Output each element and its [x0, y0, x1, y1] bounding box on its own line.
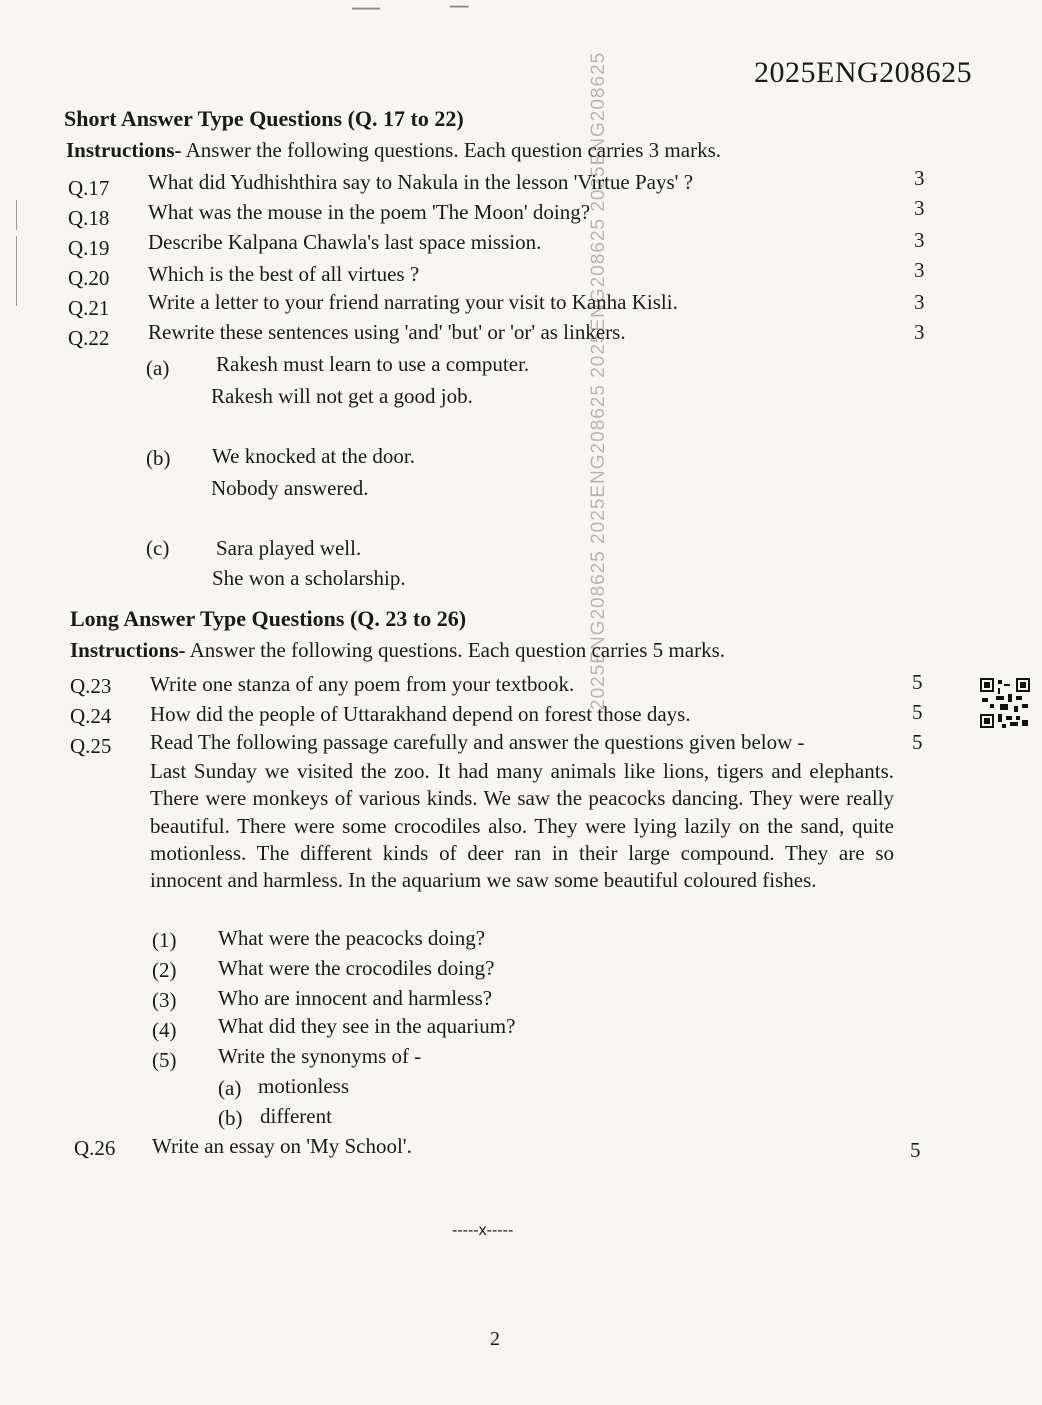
question-text: How did the people of Uttarakhand depend on forest those days.	[150, 702, 691, 726]
question-marks: 5	[912, 730, 923, 754]
question-text: Read The following passage carefully and answer the questions given below -	[150, 730, 805, 754]
part-label: (b)	[146, 446, 171, 470]
part-label: (a)	[146, 356, 170, 380]
part-line: She won a scholarship.	[212, 566, 406, 590]
question-number: Q.19	[68, 236, 110, 260]
part-line: Rakesh will not get a good job.	[211, 384, 473, 408]
subquestion-number: (5)	[152, 1048, 177, 1072]
synonym-word: motionless	[258, 1074, 350, 1098]
question-number: Q.17	[68, 176, 110, 200]
short-section-title: Short Answer Type Questions (Q. 17 to 22)	[64, 106, 464, 131]
question-number: Q.20	[68, 266, 110, 290]
question-number: Q.23	[70, 674, 112, 698]
watermark	[588, 51, 609, 720]
subquestion-text: Write the synonyms of -	[218, 1044, 422, 1068]
part-line: We knocked at the door.	[212, 444, 415, 468]
long-section-title: Long Answer Type Questions (Q. 23 to 26)	[70, 606, 467, 631]
synonym-label: (a)	[218, 1076, 242, 1100]
question-marks: 3	[914, 196, 925, 220]
instructions-label: Instructions-	[66, 138, 182, 162]
question-number: Q.22	[68, 326, 110, 350]
question-number: Q.25	[70, 734, 112, 758]
page-number: 2	[490, 1328, 500, 1350]
end-marker: -----x-----	[452, 1222, 514, 1239]
question-number: Q.21	[68, 296, 110, 320]
margin-line	[16, 236, 17, 306]
subquestion-number: (2)	[152, 958, 177, 982]
margin-line	[16, 200, 17, 230]
question-text: What was the mouse in the poem 'The Moon' doing?	[148, 200, 591, 224]
synonym-label: (b)	[218, 1106, 243, 1130]
watermark-text: 2025ENG208625 2025ENG208625 2025ENG208625 2025ENG208625	[588, 51, 609, 710]
question-text: Write one stanza of any poem from your textbook.	[150, 672, 575, 696]
subquestion-text: What were the crocodiles doing?	[218, 956, 495, 980]
question-text: Write an essay on 'My School'.	[152, 1134, 412, 1158]
subquestion-number: (1)	[152, 928, 177, 952]
question-marks: 5	[912, 670, 923, 694]
qr-code-icon	[980, 678, 1030, 728]
part-line: Rakesh must learn to use a computer.	[216, 352, 530, 376]
question-text: Write a letter to your friend narrating your visit to Kanha Kisli.	[148, 290, 678, 314]
question-marks: 3	[914, 166, 925, 190]
question-marks: 5	[910, 1138, 921, 1162]
paper-code: 2025ENG208625	[754, 56, 973, 89]
question-number: Q.24	[70, 704, 112, 728]
subquestion-number: (4)	[152, 1018, 177, 1042]
part-line: Nobody answered.	[211, 476, 369, 500]
question-marks: 3	[914, 320, 925, 344]
part-line: Sara played well.	[216, 536, 362, 560]
instructions-label: Instructions-	[70, 638, 186, 662]
question-marks: 5	[912, 700, 923, 724]
scan-mark: ▔▔▔	[352, 8, 380, 22]
question-text: Describe Kalpana Chawla's last space mission.	[148, 230, 542, 254]
part-label: (c)	[146, 536, 170, 560]
subquestion-text: What did they see in the aquarium?	[218, 1014, 516, 1038]
instructions-text: Answer the following questions. Each question carries 3 marks.	[185, 138, 721, 162]
question-marks: 3	[914, 228, 925, 252]
instructions-text: Answer the following questions. Each question carries 5 marks.	[189, 638, 725, 662]
synonym-word: different	[260, 1104, 332, 1128]
question-text: What did Yudhishthira say to Nakula in the lesson 'Virtue Pays' ?	[148, 170, 694, 194]
question-text: Which is the best of all virtues ?	[148, 262, 420, 286]
subquestion-text: Who are innocent and harmless?	[218, 986, 493, 1010]
reading-passage: Last Sunday we visited the zoo. It had many animals like lions, tigers and elephants. There were monkeys of various kinds. We saw the peacocks dancing. They were really beautiful. There were some crocodiles also. They were lying lazily on the sand, quite motionless. The different kinds of deer ran in their large compound. They are so innocent and harmless. In the aquarium we saw some beautiful coloured fishes.	[150, 759, 894, 893]
short-section-instructions	[66, 138, 721, 163]
long-section-instructions	[70, 638, 725, 663]
scan-mark: ▔▔	[450, 6, 469, 20]
question-text: Rewrite these sentences using 'and' 'but' or 'or' as linkers.	[148, 320, 626, 344]
subquestion-text: What were the peacocks doing?	[218, 926, 486, 950]
question-marks: 3	[914, 290, 925, 314]
subquestion-number: (3)	[152, 988, 177, 1012]
question-marks: 3	[914, 258, 925, 282]
question-number: Q.18	[68, 206, 110, 230]
question-number: Q.26	[74, 1136, 116, 1160]
